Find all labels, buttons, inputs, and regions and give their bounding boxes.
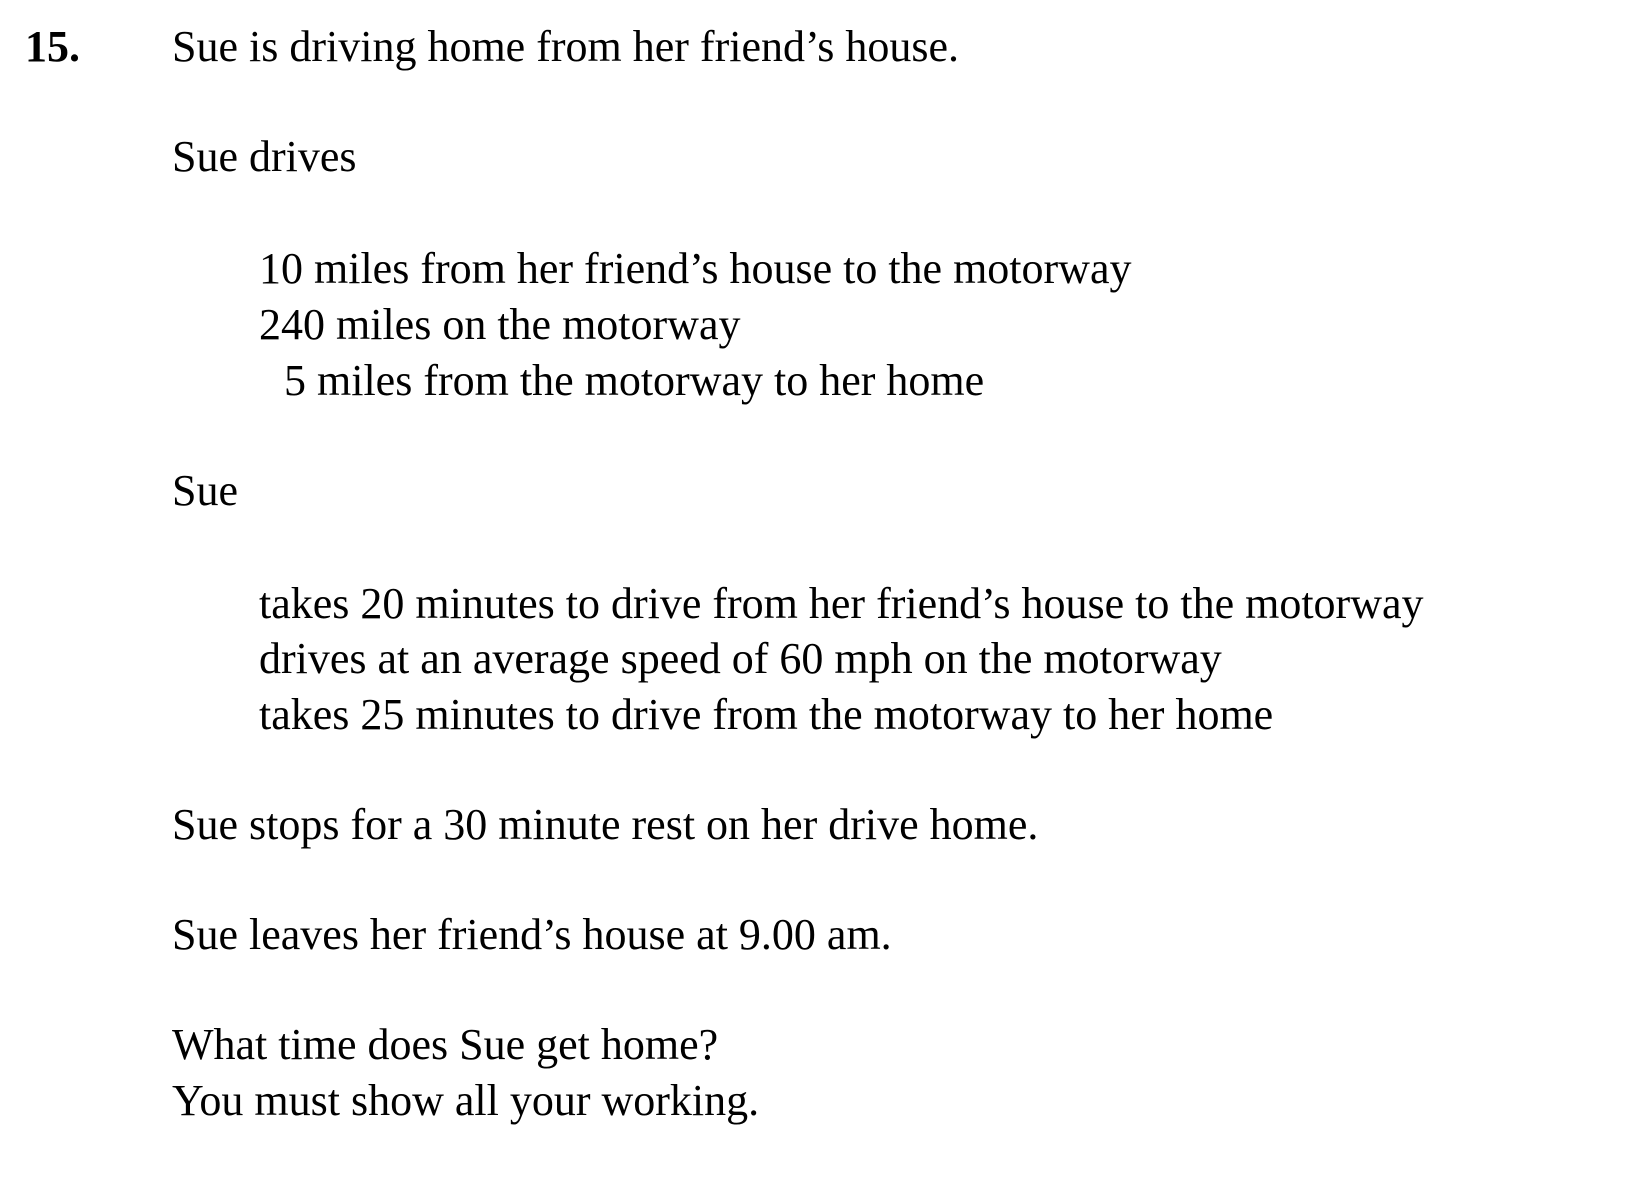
detail-item: takes 20 minutes to drive from her friend’s house to the motorway <box>259 579 1424 628</box>
distance-item: 240 miles on the motorway <box>259 300 741 349</box>
drives-heading: Sue drives <box>172 132 357 181</box>
question-ask: What time does Sue get home? <box>172 1020 719 1069</box>
leaves-statement: Sue leaves her friend’s house at 9.00 am. <box>172 910 892 959</box>
working-instruction: You must show all your working. <box>172 1076 760 1125</box>
rest-statement: Sue stops for a 30 minute rest on her drive home. <box>172 800 1039 849</box>
distance-item: 5 miles from the motorway to her home <box>284 356 985 405</box>
detail-item: takes 25 minutes to drive from the motorway to her home <box>259 690 1274 739</box>
detail-item: drives at an average speed of 60 mph on the motorway <box>259 634 1222 683</box>
sue-heading: Sue <box>172 466 238 515</box>
question-intro: Sue is driving home from her friend’s house. <box>172 22 959 71</box>
question-number: 15. <box>25 22 80 71</box>
distance-item: 10 miles from her friend’s house to the motorway <box>259 244 1132 293</box>
